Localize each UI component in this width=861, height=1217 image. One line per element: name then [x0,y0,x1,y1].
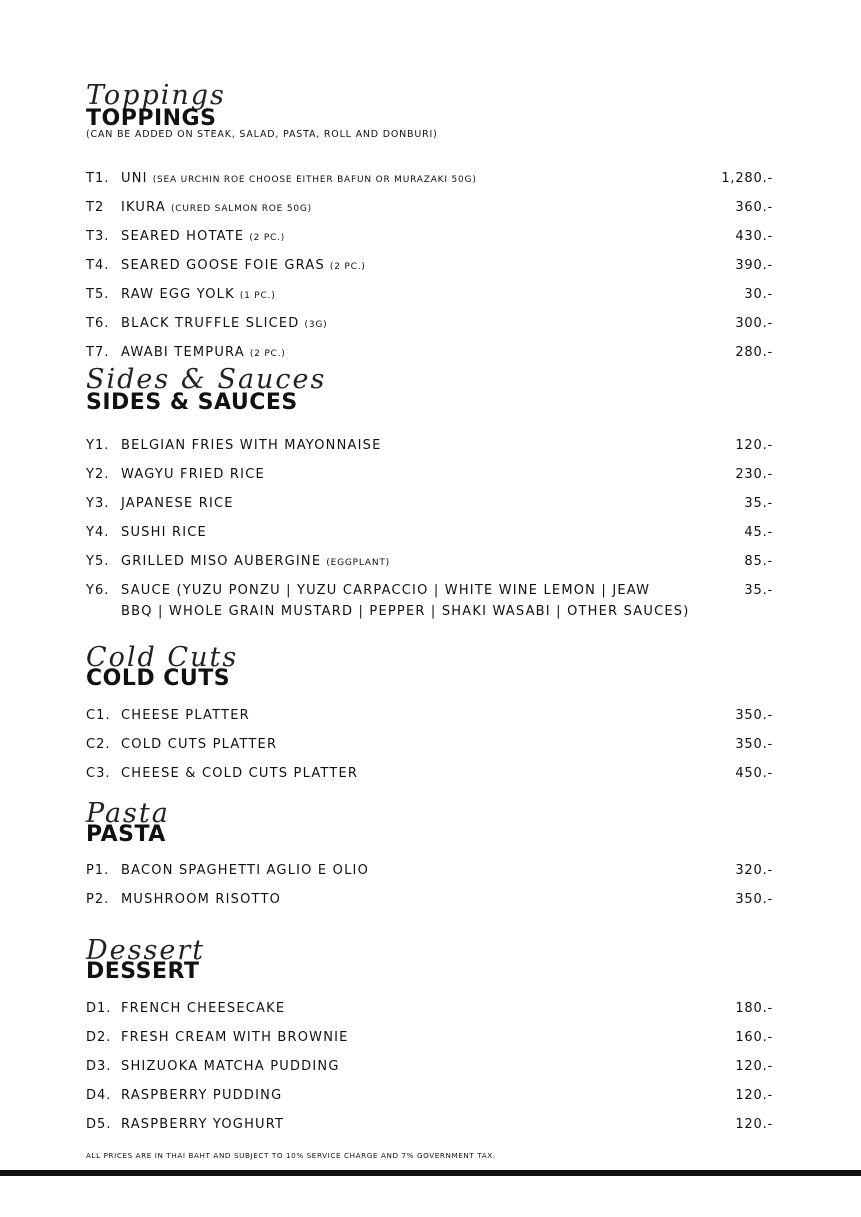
dessert-title: DESSERT [86,959,200,984]
item-name [121,229,285,244]
item-name [121,554,390,569]
item-price: 350.- [735,892,773,907]
item-price: 120.- [735,438,773,453]
item-price: 350.- [735,708,773,723]
cold-cuts-section [86,644,776,794]
item-note: (3G) [304,320,328,330]
sides-title: SIDES & SAUCES [86,390,298,415]
item-name [121,258,366,273]
dessert-section [86,937,776,1147]
sides-section [86,366,776,626]
item-code: T5. [86,287,110,302]
item-code: T7. [86,345,110,360]
menu-item-c1 [86,708,776,728]
item-note: (SEA URCHIN ROE CHOOSE EITHER BAFUN OR MURAZAKI 50G) [152,175,477,185]
menu-item-d2 [86,1030,776,1050]
item-code: Y2. [86,467,110,482]
item-name-text: GRILLED MISO AUBERGINE [121,554,322,569]
menu-item-t2 [86,200,776,220]
item-code: Y4. [86,525,110,540]
sauce-line-2: BBQ | WHOLE GRAIN MUSTARD | PEPPER | SHAKI WASABI | OTHER SAUCES) [121,604,690,619]
item-code: Y1. [86,438,110,453]
item-name-text: FRENCH CHEESECAKE [121,1001,286,1016]
item-price: 360.- [735,200,773,215]
menu-item-t6 [86,316,776,336]
item-name-text: MUSHROOM RISOTTO [121,892,282,907]
menu-item-d3 [86,1059,776,1079]
menu-item-p2 [86,892,776,912]
menu-item-d1 [86,1001,776,1021]
menu-item-t3 [86,229,776,249]
sides-script-title: Sides & Sauces [86,364,327,395]
item-price: 230.- [735,467,773,482]
item-name-text: RAW EGG YOLK [121,287,235,302]
item-price: 280.- [735,345,773,360]
menu-item-y4 [86,525,776,545]
item-name [121,1088,282,1103]
item-name [121,1059,340,1074]
item-name [121,737,277,752]
item-code: P1. [86,863,110,878]
item-name [121,766,358,781]
item-name [121,171,477,186]
item-name-text: AWABI TEMPURA [121,345,245,360]
item-name-text: RASPBERRY PUDDING [121,1088,283,1103]
item-code: C1. [86,708,111,723]
pasta-title: PASTA [86,822,166,847]
item-price: 1,280.- [721,171,773,186]
item-name-text: SHIZUOKA MATCHA PUDDING [121,1059,340,1074]
item-name-text: CHEESE PLATTER [121,708,250,723]
item-code: T2 [86,200,105,215]
item-price: 180.- [735,1001,773,1016]
menu-item-t7 [86,345,776,365]
item-note: (CURED SALMON ROE 50G) [170,204,312,214]
item-price: 85.- [744,554,773,569]
item-name-text: JAPANESE RICE [121,496,234,511]
pasta-script-title: Pasta [86,798,170,829]
sauce-line-1: SAUCE (YUZU PONZU | YUZU CARPACCIO | WHITE WINE LEMON | JEAW [121,583,651,598]
cold-cuts-title: COLD CUTS [86,666,231,691]
menu-item-t5 [86,287,776,307]
item-name [121,1001,285,1016]
item-name [121,345,286,360]
item-name [121,708,250,723]
item-name-text: BELGIAN FRIES WITH MAYONNAISE [121,438,382,453]
menu-item-p1 [86,863,776,883]
item-name [121,892,281,907]
item-price: 120.- [735,1088,773,1103]
item-code: P2. [86,892,110,907]
item-code: Y5. [86,554,110,569]
item-note: (2 PC.) [329,262,366,272]
menu-item-t1 [86,171,776,191]
item-name-text: FRESH CREAM WITH BROWNIE [121,1030,349,1045]
item-code: D2. [86,1030,112,1045]
cold-cuts-script-title: Cold Cuts [86,642,239,673]
menu-item-d5 [86,1117,776,1137]
item-name-text: SUSHI RICE [121,525,207,540]
dessert-script-title: Dessert [86,935,206,966]
item-code: T1. [86,171,110,186]
item-price: 450.- [735,766,773,781]
menu-item-d4 [86,1088,776,1108]
item-price: 300.- [735,316,773,331]
pasta-section [86,800,776,920]
menu-item-y5 [86,554,776,574]
item-name [121,467,265,482]
toppings-script-title: Toppings [86,80,226,111]
menu-item-y1 [86,438,776,458]
item-name [121,200,312,215]
item-price: 350.- [735,737,773,752]
toppings-section [86,82,776,362]
item-code: Y6. [86,583,110,598]
menu-item-y6 [86,583,776,627]
bottom-rule [0,1170,861,1176]
item-price: 390.- [735,258,773,273]
item-name [121,525,207,540]
item-price: 35.- [744,583,773,598]
item-code: D1. [86,1001,112,1016]
item-name [121,287,276,302]
item-price: 35.- [744,496,773,511]
footnote: ALL PRICES ARE IN THAI BAHT AND SUBJECT TO 10% SERVICE CHARGE AND 7% GOVERNMENT TAX. [86,1151,496,1160]
item-code: C3. [86,766,111,781]
item-note: (2 PC.) [249,233,286,243]
item-code: D5. [86,1117,112,1132]
item-code: T6. [86,316,110,331]
item-name [121,438,382,453]
item-name-text: BACON SPAGHETTI AGLIO E OLIO [121,863,370,878]
item-price: 45.- [744,525,773,540]
item-code: D3. [86,1059,112,1074]
item-price: 30.- [744,287,773,302]
menu-item-c2 [86,737,776,757]
item-name [121,316,327,331]
toppings-subtitle: (CAN BE ADDED ON STEAK, SALAD, PASTA, ROLL AND DONBURI) [86,129,438,140]
item-name-text: BLACK TRUFFLE SLICED [121,316,300,331]
item-price: 120.- [735,1117,773,1132]
item-note: (1 PC.) [239,291,276,301]
item-name [121,1117,284,1132]
menu-item-y2 [86,467,776,487]
item-note: (2 PC.) [249,349,286,359]
item-price: 320.- [735,863,773,878]
item-name [121,496,234,511]
item-name-text: WAGYU FRIED RICE [121,467,265,482]
menu-item-t4 [86,258,776,278]
item-name [121,1030,349,1045]
item-name-text: SEARED GOOSE FOIE GRAS [121,258,325,273]
item-name-text: IKURA [121,200,166,215]
toppings-title: TOPPINGS [86,106,217,131]
item-code: C2. [86,737,111,752]
item-name [121,863,369,878]
item-price: 120.- [735,1059,773,1074]
item-code: Y3. [86,496,110,511]
item-note: (EGGPLANT) [326,558,390,568]
menu-item-y3 [86,496,776,516]
item-price: 160.- [735,1030,773,1045]
item-name-text: SEARED HOTATE [121,229,245,244]
item-code: T3. [86,229,110,244]
item-price: 430.- [735,229,773,244]
item-name-text: RASPBERRY YOGHURT [121,1117,285,1132]
menu-item-c3 [86,766,776,786]
item-name-text: CHEESE & COLD CUTS PLATTER [121,766,359,781]
item-name-text: UNI [121,171,148,186]
item-name-text: COLD CUTS PLATTER [121,737,278,752]
item-code: T4. [86,258,110,273]
item-code: D4. [86,1088,112,1103]
